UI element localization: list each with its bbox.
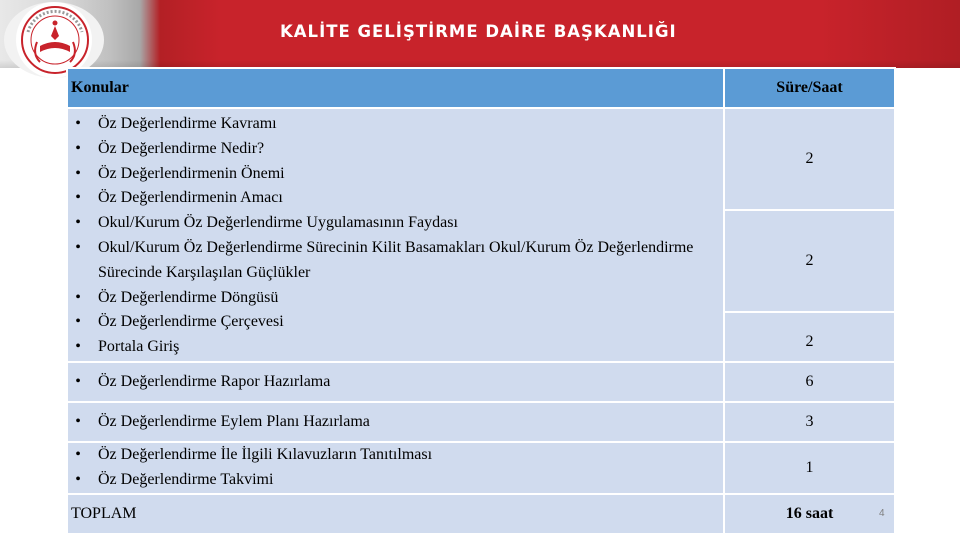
- bullet-icon: •: [75, 412, 81, 430]
- page-title: KALİTE GELİŞTİRME DAİRE BAŞKANLIĞI: [280, 22, 677, 41]
- topics-column-header: Konular: [67, 68, 724, 108]
- time-column-header: Süre/Saat: [724, 68, 895, 108]
- list-item: • Öz Değerlendirmenin Amacı: [68, 186, 723, 211]
- bullet-icon: •: [75, 164, 81, 182]
- bullet-icon: •: [75, 115, 81, 132]
- list-item: • Öz Değerlendirme Çerçevesi: [68, 310, 723, 335]
- training-plan-table: [66, 67, 896, 535]
- list-item: • Okul/Kurum Öz Değerlendirme Uygulamasının Faydası: [68, 211, 723, 236]
- list-item: • Okul/Kurum Öz Değerlendirme Sürecinin Kilit Basamakları Okul/Kurum Öz Değerlendirme Sürecinde Karşılaşılan Güçlükler: [68, 236, 723, 286]
- bullet-icon: •: [75, 313, 81, 331]
- bullet-icon: •: [75, 189, 81, 207]
- list-item: • Öz Değerlendirmenin Önemi: [68, 162, 723, 187]
- bullet-icon: •: [75, 338, 81, 356]
- list-item: • Öz Değerlendirme Döngüsü: [68, 286, 723, 311]
- page-number: 4: [879, 508, 885, 519]
- time-cell: 6: [724, 362, 895, 402]
- time-cell: 2: [724, 312, 895, 362]
- list-item: • Öz Değerlendirme Eylem Planı Hazırlama: [68, 410, 723, 435]
- table-row: [67, 108, 895, 210]
- table-row: [67, 362, 895, 402]
- bullet-icon: •: [75, 445, 81, 463]
- time-cell: 2: [724, 210, 895, 312]
- list-item: • Portala Giriş: [68, 335, 723, 360]
- bullet-icon: •: [75, 238, 81, 256]
- bullet-icon: •: [75, 214, 81, 232]
- total-label: TOPLAM: [67, 494, 724, 534]
- time-cell: 2: [724, 108, 895, 210]
- table-row: [67, 402, 895, 442]
- time-cell: 3: [724, 402, 895, 442]
- topic-list-cell: [67, 108, 724, 362]
- list-item: • Öz Değerlendirme İle İlgili Kılavuzların Tanıtılması: [68, 443, 723, 468]
- topic-cell: [67, 362, 724, 402]
- bullet-icon: •: [75, 288, 81, 306]
- topic-cell: [67, 442, 724, 494]
- topic-cell: [67, 402, 724, 442]
- bullet-icon: •: [75, 470, 81, 488]
- list-item: • Öz Değerlendirme Takvimi: [68, 468, 723, 493]
- table-row: [67, 442, 895, 494]
- bullet-icon: •: [75, 139, 81, 157]
- time-cell: 1: [724, 442, 895, 494]
- list-item: • Öz Değerlendirme Nedir?: [68, 137, 723, 162]
- total-row: [67, 494, 895, 534]
- bullet-icon: •: [75, 372, 81, 390]
- total-value: 16 saat: [724, 494, 895, 534]
- list-item: • Öz Değerlendirme Kavramı: [68, 112, 723, 137]
- list-item: • Öz Değerlendirme Rapor Hazırlama: [68, 370, 723, 395]
- table-header-row: [67, 68, 895, 108]
